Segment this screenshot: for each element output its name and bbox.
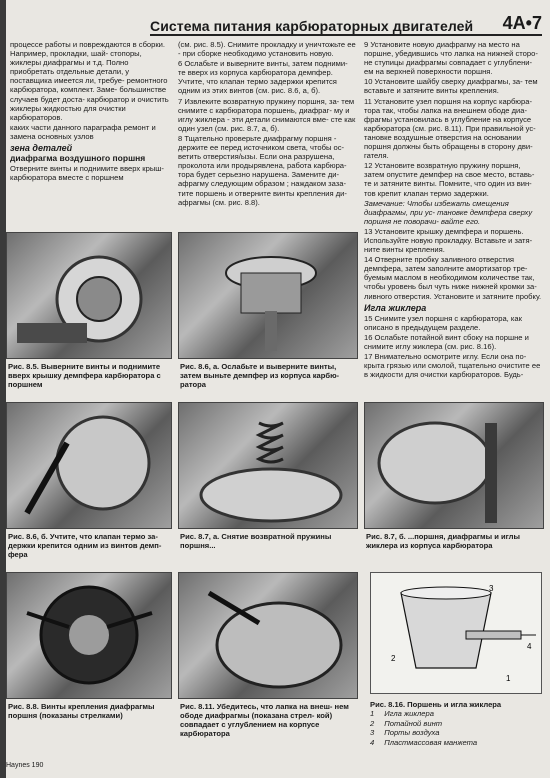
- diaphragm-tab-photo: [179, 573, 357, 698]
- paragraph: 8 Тщательно проверьте диафрагму поршня - держите ее перед источником света, чтобы ос- ветить отверстия/ызы. Если она разрушена, проколота или продырявлена, работа карбюра- тора будет серьезно нарушена. Замените ди- афрагму следующим образом ; наждаком заза- тите поршень и отверните винты крепления ди- афрагмы (см. рис. 8.8).: [178, 133, 347, 207]
- paragraph: (см. рис. 8.5). Снимите прокладку и уничтожьте ее - при сборке необходимо установить новую.: [178, 40, 356, 59]
- paragraph: каких части данного параграфа ремонт и замена основных узлов: [10, 122, 156, 141]
- paragraph: 17 Внимательно осмотрите иглу. Если она по- крыта грязью или смолой, тщательно очистите ее в жидкости для очистки карбюраторов. Будь-: [364, 352, 541, 380]
- paragraph: 16 Ослабьте потайной винт сбоку на поршне и снимите иглу жиклера (см. рис. 8.16).: [364, 332, 529, 351]
- caption-fig-8-16: Рис. 8.16. Поршень и игла жиклера: [370, 700, 502, 709]
- piston-removal-photo: [365, 403, 543, 528]
- paragraph: 10 Установите шайбу сверху диафрагмы, за- тем вставьте и затяните винты крепления.: [364, 77, 538, 96]
- photo-fig-8-7b: [364, 402, 544, 529]
- text-column-1: [10, 40, 170, 183]
- photo-fig-8-6b: [6, 402, 172, 529]
- caption-fig-8-7a: Рис. 8.7, а. Снятие возвратной пружины поршня...: [180, 532, 332, 551]
- diagram-legend: [370, 700, 501, 747]
- section-heading: Игла жиклера: [364, 302, 427, 313]
- caption-fig-8-7b: Рис. 8.7, б. ...поршня, диафрагмы и иглы жиклера из корпуса карбюратора: [366, 532, 520, 551]
- section-title: Система питания карбюраторных двигателей: [150, 18, 474, 34]
- paragraph: 13 Установите крышку демпфера и поршень. Используйте новую прокладку. Вставьте и затя- ните винты крепления.: [364, 226, 533, 255]
- photo-fig-8-5: [6, 232, 172, 359]
- paragraph: 7 Извлеките возвратную пружину поршня, за- тем снимите с карбюратора поршень, диафраг- му и иглу жиклера - эти детали снимаются вме- сте как один узел (см. рис. 8.7, а, б).: [178, 96, 356, 133]
- piston-needle-diagram: [371, 573, 541, 693]
- caption-fig-8-5: Рис. 8.5. Выверните винты и поднимите вверх крышку демпфера карбюратора с поршнем: [8, 362, 161, 390]
- note: Замечание: Чтобы избежать смещения диафрагмы, при ус- тановке демпфера сверху поршня не поворачи- вайте его.: [364, 198, 533, 226]
- paragraph: 6 Ослабьте и выверните винты, затем подними- те вверх из корпуса карбюратора демпфер. Учтите, что клапан термо задержки крепится одним из этих винтов (см. рис. 8.6, а, б).: [178, 59, 348, 96]
- caption-fig-8-11: Рис. 8.11. Убедитесь, что лапка на внеш- нем ободе диафрагмы (показана стрел- кой) совпадает с углублением на корпусе карбюратора: [180, 702, 349, 739]
- paragraph: процессе работы и повреждаются в сборки. Например, прокладки, шай- стопоры, жиклеры диафрагмы и т.д. Полно приобретать отдельные детали, у поставщика имеется ли, требуе- ремонтного карбюратора, комплект. Заме- большинстве случаев будет доста- карбюратор и очистить жиклеры жидкостью для очистки карбюраторов.: [10, 40, 169, 122]
- legend-item: 3 Порты воздуха: [370, 728, 440, 738]
- legend-item: 2 Потайной винт: [370, 718, 443, 728]
- diaphragm-screws-photo: [7, 573, 171, 698]
- diagram-fig-8-16: [370, 572, 542, 694]
- carburetor-photo: [7, 233, 171, 358]
- subsection-heading: диафрагма воздушного поршня: [10, 153, 146, 164]
- text-column-3: [364, 40, 542, 380]
- text-column-2: [178, 40, 356, 208]
- chapter-number: 4A•7: [502, 13, 542, 33]
- page-header: [150, 10, 542, 36]
- legend-item: 4 Пластмассовая манжета: [370, 737, 478, 747]
- thermo-valve-photo: [7, 403, 171, 528]
- paragraph: 15 Снимите узел поршня с карбюратора, как описано в предыдущем разделе.: [364, 313, 522, 332]
- paragraph: Отверните винты и поднимите вверх крыш- карбюратора вместе с поршнем: [10, 164, 164, 183]
- paragraph: 14 Отверните пробку заливного отверстия демпфера, затем заполните амортизатор тре- буемым маслом в необходимом количестве так, чтобы уровень был чуть ниже нижней кромки за- ливного отверстия. Установите и затяните пробку.: [364, 255, 542, 301]
- caption-fig-8-6a: Рис. 8.6, а. Ослабьте и выверните винты, затем выньте демпфер из корпуса карбю- ратора: [180, 362, 340, 390]
- diagram-label: 4: [527, 642, 532, 651]
- paragraph: 9 Установите новую диафрагму на место на поршне, убедившись что лапка на нижней сторо- не ступицы диафрагмы совпадает с углублени- ем на верхней поверхности поршня.: [364, 40, 538, 77]
- damper-photo: [179, 233, 357, 358]
- diagram-label: 3: [489, 584, 494, 593]
- page-footer: Haynes 190: [6, 762, 44, 769]
- photo-fig-8-7a: [178, 402, 358, 529]
- photo-fig-8-11: [178, 572, 358, 699]
- photo-fig-8-8: [6, 572, 172, 699]
- paragraph: 11 Установите узел поршня на корпус карбюра- тора так, чтобы лапка на внешнем ободе диа- фрагмы установилась в углубление на корпусе карбюратора (см. рис. 8.11). При правильной ус- тановке воздушные отверстия на основании поршня должны быть обращены в сторону дви- гателя.: [364, 96, 536, 161]
- legend-item: 1 Игла жиклера: [370, 709, 434, 719]
- diagram-label: 2: [391, 654, 396, 663]
- diagram-label: 1: [506, 674, 511, 683]
- paragraph: 12 Установите возвратную пружину поршня, затем опустите демпфер на свое место, вставь- те и затяните винты. Помните, что один из вин- тов крепит клапан термо задержки.: [364, 161, 535, 198]
- caption-fig-8-6b: Рис. 8.6, б. Учтите, что клапан термо за- держки крепится одним из винтов демп- фера: [8, 532, 162, 560]
- section-heading: зена деталей: [10, 143, 73, 154]
- photo-fig-8-6a: [178, 232, 358, 359]
- spring-photo: [179, 403, 357, 528]
- caption-fig-8-8: Рис. 8.8. Винты крепления диафрагмы поршня (показаны стрелками): [8, 702, 155, 721]
